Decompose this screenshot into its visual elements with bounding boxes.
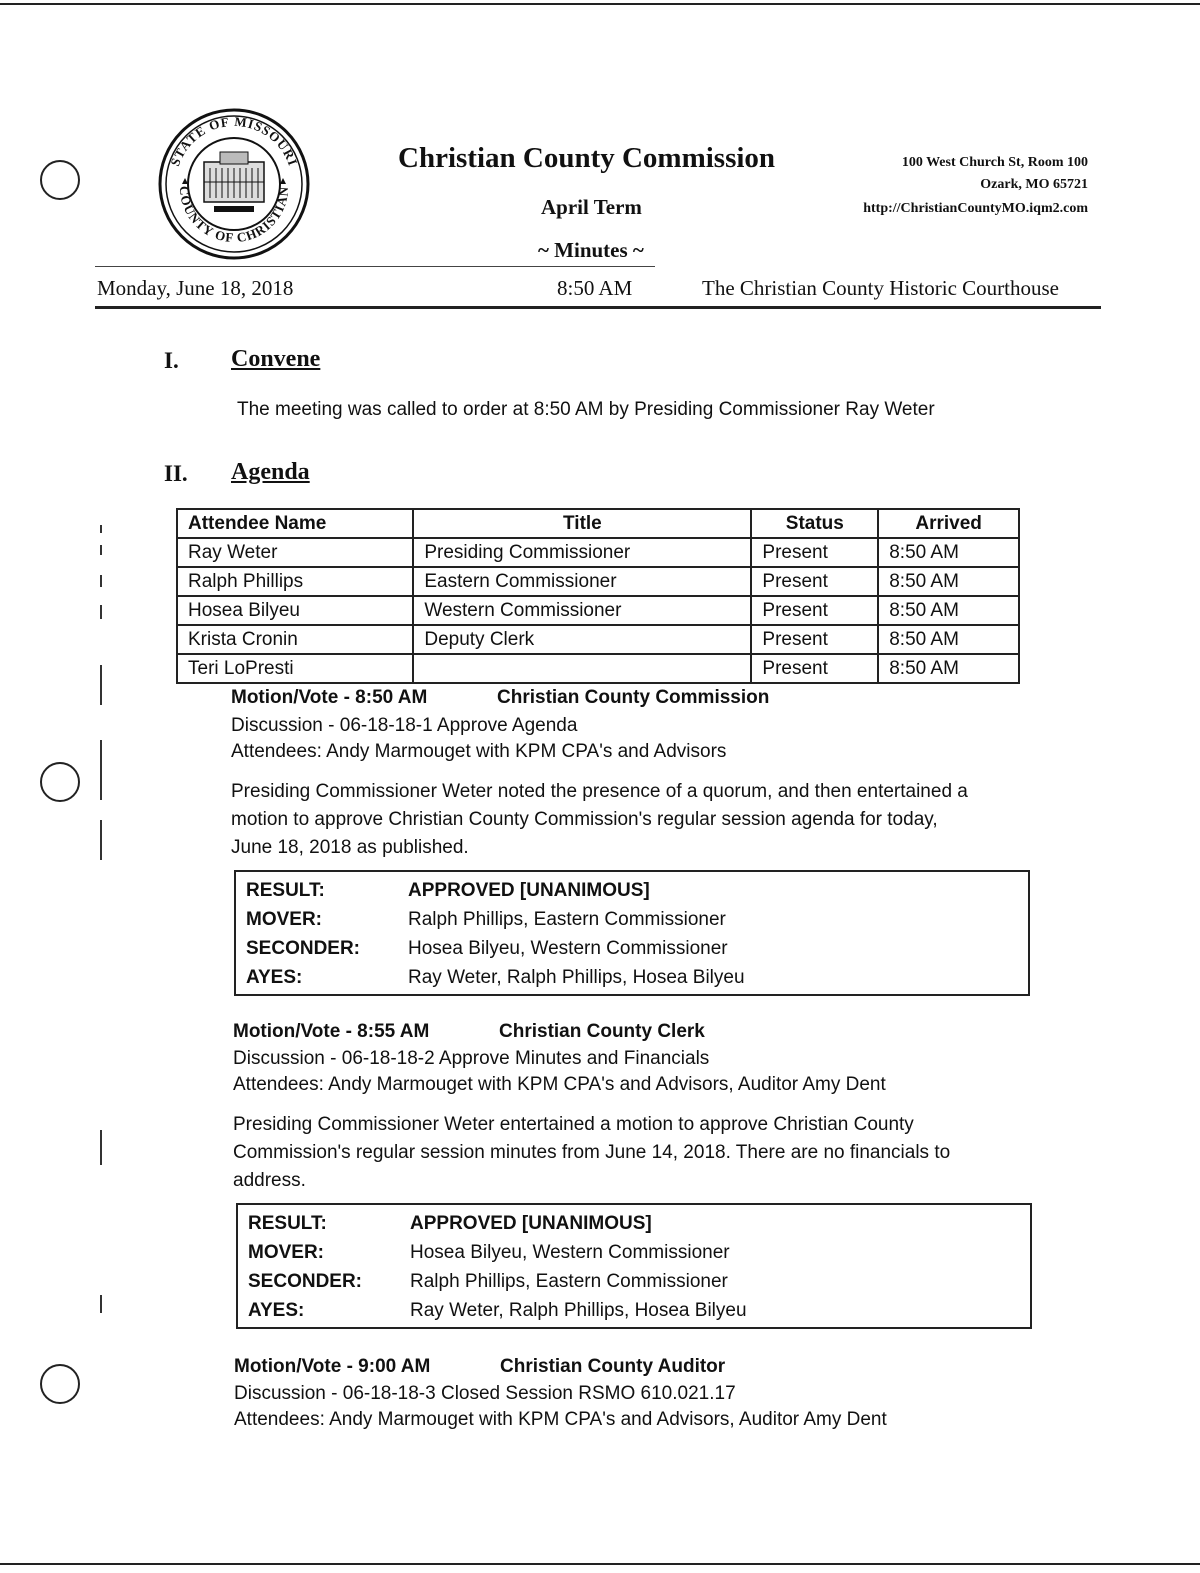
organization-title: Christian County Commission bbox=[398, 142, 776, 174]
scan-mark bbox=[100, 1295, 102, 1313]
attendee-arrived: 8:50 AM bbox=[878, 538, 1019, 567]
attendee-arrived: 8:50 AM bbox=[878, 596, 1019, 625]
table-header-row bbox=[177, 509, 1019, 538]
binder-hole-icon bbox=[40, 762, 80, 802]
ayes-label: AYES: bbox=[246, 966, 303, 988]
binder-hole-icon bbox=[40, 1364, 80, 1404]
term-label: April Term bbox=[541, 195, 642, 219]
website-link[interactable]: http://ChristianCountyMO.iqm2.com bbox=[863, 201, 1088, 216]
column-header: Status bbox=[751, 509, 878, 538]
motion-discussion: Discussion - 06-18-18-2 Approve Minutes and Financials bbox=[233, 1048, 710, 1069]
seconder-row bbox=[236, 934, 1028, 963]
section-title-convene: Convene bbox=[231, 346, 321, 372]
attendee-arrived: 8:50 AM bbox=[878, 567, 1019, 596]
svg-text:COUNTY OF CHRISTIAN: COUNTY OF CHRISTIAN bbox=[176, 185, 292, 246]
mover-label: MOVER: bbox=[246, 908, 322, 930]
attendee-status: Present bbox=[751, 596, 878, 625]
seconder-row bbox=[238, 1267, 1030, 1296]
attendee-name: Hosea Bilyeu bbox=[177, 596, 413, 625]
motion-description-line: address. bbox=[233, 1170, 306, 1191]
ayes-value: Ray Weter, Ralph Phillips, Hosea Bilyeu bbox=[408, 966, 745, 988]
header-divider bbox=[95, 266, 655, 267]
section-title-agenda: Agenda bbox=[231, 459, 310, 485]
mover-row bbox=[238, 1238, 1030, 1267]
table-row bbox=[177, 538, 1019, 567]
attendee-name: Teri LoPresti bbox=[177, 654, 413, 683]
motion-attendees: Attendees: Andy Marmouget with KPM CPA's and Advisors, Auditor Amy Dent bbox=[234, 1409, 887, 1430]
scan-mark bbox=[100, 1130, 102, 1165]
mover-row bbox=[236, 905, 1028, 934]
mover-value: Hosea Bilyeu, Western Commissioner bbox=[410, 1241, 730, 1263]
motion-body: Christian County Commission bbox=[497, 687, 770, 708]
meeting-location: The Christian County Historic Courthouse bbox=[702, 276, 1059, 300]
mover-value: Ralph Phillips, Eastern Commissioner bbox=[408, 908, 726, 930]
motion-description-line: Presiding Commissioner Weter entertained a motion to approve Christian County bbox=[233, 1114, 914, 1135]
motion-vote-label: Motion/Vote - 8:55 AM bbox=[233, 1021, 430, 1042]
motion-vote-label: Motion/Vote - 9:00 AM bbox=[234, 1356, 431, 1377]
vote-result-box bbox=[236, 1203, 1032, 1329]
motion-discussion: Discussion - 06-18-18-1 Approve Agenda bbox=[231, 715, 578, 736]
motion-attendees: Attendees: Andy Marmouget with KPM CPA's and Advisors, Auditor Amy Dent bbox=[233, 1074, 886, 1095]
attendee-title: Western Commissioner bbox=[413, 596, 751, 625]
motion-vote-label: Motion/Vote - 8:50 AM bbox=[231, 687, 428, 708]
address-line-1: 100 West Church St, Room 100 bbox=[901, 155, 1088, 170]
scan-mark bbox=[100, 525, 102, 533]
attendee-title bbox=[413, 654, 751, 683]
attendee-status: Present bbox=[751, 567, 878, 596]
scan-mark bbox=[100, 665, 102, 705]
column-header: Title bbox=[413, 509, 751, 538]
attendee-arrived: 8:50 AM bbox=[878, 654, 1019, 683]
seconder-value: Hosea Bilyeu, Western Commissioner bbox=[408, 937, 728, 959]
scan-mark bbox=[100, 820, 102, 860]
motion-description-line: Commission's regular session minutes from June 14, 2018. There are no financials to bbox=[233, 1142, 951, 1163]
section-number: I. bbox=[164, 348, 179, 373]
ayes-label: AYES: bbox=[248, 1299, 305, 1321]
scan-mark bbox=[100, 545, 102, 555]
attendee-title: Eastern Commissioner bbox=[413, 567, 751, 596]
motion-attendees: Attendees: Andy Marmouget with KPM CPA's and Advisors bbox=[231, 741, 727, 762]
column-header: Arrived bbox=[878, 509, 1019, 538]
county-seal-logo bbox=[158, 108, 310, 260]
meeting-date: Monday, June 18, 2018 bbox=[97, 276, 294, 300]
ayes-row bbox=[236, 963, 1028, 992]
seconder-label: SECONDER: bbox=[248, 1270, 363, 1292]
attendee-name: Ralph Phillips bbox=[177, 567, 413, 596]
attendee-name: Ray Weter bbox=[177, 538, 413, 567]
attendee-title: Presiding Commissioner bbox=[413, 538, 751, 567]
scan-mark bbox=[100, 575, 102, 587]
attendee-arrived: 8:50 AM bbox=[878, 625, 1019, 654]
attendee-name: Krista Cronin bbox=[177, 625, 413, 654]
attendee-status: Present bbox=[751, 654, 878, 683]
result-row bbox=[236, 876, 1028, 905]
scan-mark bbox=[100, 740, 102, 800]
attendee-status: Present bbox=[751, 625, 878, 654]
convene-text: The meeting was called to order at 8:50 AM by Presiding Commissioner Ray Weter bbox=[237, 399, 935, 420]
attendee-table bbox=[176, 508, 1020, 684]
minutes-label: ~ Minutes ~ bbox=[538, 238, 644, 262]
scan-mark bbox=[100, 605, 102, 619]
motion-body: Christian County Auditor bbox=[500, 1356, 726, 1377]
result-value: APPROVED [UNANIMOUS] bbox=[408, 879, 650, 901]
motion-description-line: Presiding Commissioner Weter noted the presence of a quorum, and then entertained a bbox=[231, 781, 968, 802]
header-bottom-rule bbox=[95, 306, 1101, 309]
table-row bbox=[177, 596, 1019, 625]
vote-result-box bbox=[234, 870, 1030, 996]
section-number: II. bbox=[164, 461, 188, 486]
motion-description-line: motion to approve Christian County Commission's regular session agenda for today, bbox=[231, 809, 938, 830]
attendee-title: Deputy Clerk bbox=[413, 625, 751, 654]
bottom-edge-rule bbox=[0, 1563, 1200, 1565]
ayes-row bbox=[238, 1296, 1030, 1325]
column-header: Attendee Name bbox=[177, 509, 413, 538]
top-edge-rule bbox=[0, 3, 1200, 5]
result-label: RESULT: bbox=[246, 879, 325, 901]
result-row bbox=[238, 1209, 1030, 1238]
address-line-2: Ozark, MO 65721 bbox=[980, 177, 1088, 192]
motion-discussion: Discussion - 06-18-18-3 Closed Session RSMO 610.021.17 bbox=[234, 1383, 736, 1404]
table-row bbox=[177, 567, 1019, 596]
result-value: APPROVED [UNANIMOUS] bbox=[410, 1212, 652, 1234]
motion-description-line: June 18, 2018 as published. bbox=[231, 837, 469, 858]
seconder-value: Ralph Phillips, Eastern Commissioner bbox=[410, 1270, 728, 1292]
binder-hole-icon bbox=[40, 160, 80, 200]
attendee-status: Present bbox=[751, 538, 878, 567]
table-row bbox=[177, 654, 1019, 683]
table-row bbox=[177, 625, 1019, 654]
ayes-value: Ray Weter, Ralph Phillips, Hosea Bilyeu bbox=[410, 1299, 747, 1321]
motion-body: Christian County Clerk bbox=[499, 1021, 705, 1042]
mover-label: MOVER: bbox=[248, 1241, 324, 1263]
svg-text:STATE OF MISSOURI: STATE OF MISSOURI bbox=[167, 113, 301, 169]
seconder-label: SECONDER: bbox=[246, 937, 361, 959]
result-label: RESULT: bbox=[248, 1212, 327, 1234]
meeting-time: 8:50 AM bbox=[557, 276, 633, 300]
